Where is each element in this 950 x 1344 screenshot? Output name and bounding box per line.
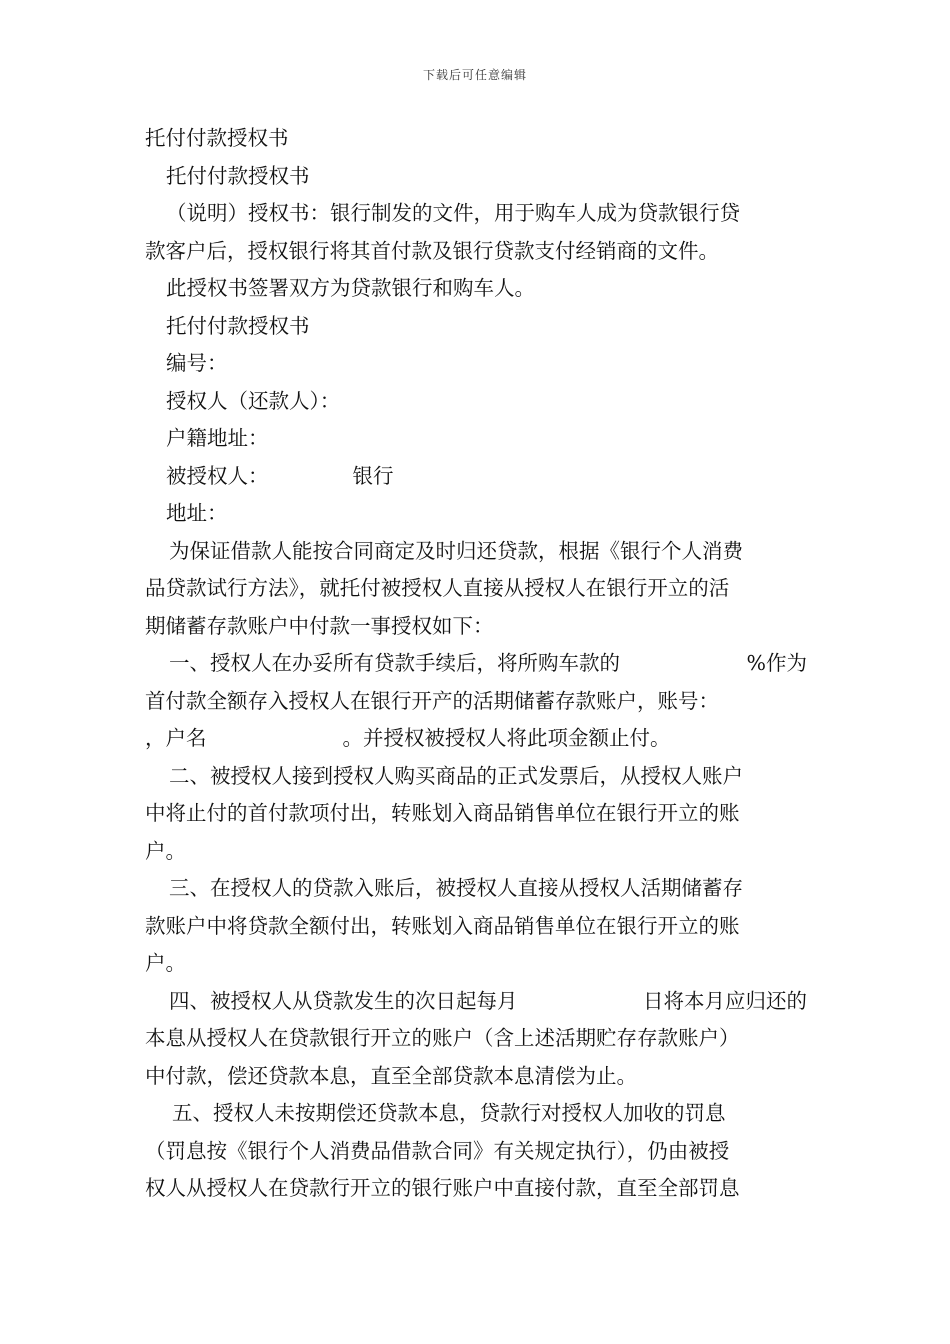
clause-2-line-2: 中将止付的首付款项付出，转账划入商品销售单位在银行开立的账 [145,801,740,825]
intro-line-1: 为保证借款人能按合同商定及时归还贷款，根据《银行个人消费 [169,538,743,563]
clause-1-text-b: %作为 [746,651,807,675]
grantee-value: 银行 [352,463,394,488]
clause-1-line-2: 首付款全额存入授权人在银行开产的活期储蓄存款账户，账号： [145,688,719,713]
document-body [145,120,807,1208]
number-label: 编号： [166,351,228,375]
grantee-label: 被授权人： [166,463,269,488]
clause-5-line-1: 五、授权人未按期偿还贷款本息，贷款行对授权人加收的罚息 [172,1101,726,1125]
clause-3-line-3: 户。 [145,951,186,975]
description-line-2: 款客户后，授权银行将其首付款及银行贷款支付经销商的文件。 [145,238,719,263]
clause-1-text-d: 。并授权被授权人将此项金额止付。 [342,726,671,750]
form-title: 托付付款授权书 [166,313,310,338]
intro-line-2: 品贷款试行方法》，就托付被授权人直接从授权人在银行开立的活 [145,576,730,600]
intro-line-3: 期储蓄存款账户中付款一事授权如下： [145,613,494,638]
clause-4-line-3: 中付款，偿还贷款本息，直至全部贷款本息清偿为止。 [145,1063,637,1088]
clause-1-text-c: ，户名 [145,726,207,750]
description-line-1: （说明）授权书：银行制发的文件，用于购车人成为贷款银行贷 [166,201,740,225]
clause-2-line-3: 户。 [145,838,186,863]
clause-1-text-a: 一、授权人在办妥所有贷款手续后，将所购车款的 [169,651,620,675]
clause-3-line-2: 款账户中将贷款全额付出，转账划入商品销售单位在银行开立的账 [145,913,740,938]
clause-1-line-1 [145,645,807,683]
clause-4-line-2: 本息从授权人在贷款银行开立的账户（含上述活期贮存存款账户） [145,1026,740,1050]
clause-4-text-b: 日将本月应归还的 [643,988,807,1013]
parties-note: 此授权书签署双方为贷款银行和购车人。 [166,276,535,300]
grantee-line [145,458,807,496]
clause-4-line-1 [145,983,807,1021]
grantor-label: 授权人（还款人）： [166,388,341,413]
clause-3-line-1: 三、在授权人的贷款入账后，被授权人直接从授权人活期储蓄存 [169,876,743,900]
clause-5-line-2: （罚息按《银行个人消费品借款合同》有关规定执行），仍由被授 [145,1138,730,1163]
document-title: 托付付款授权书 [145,126,289,150]
address-label: 地址： [166,501,228,525]
clause-2-line-1: 二、被授权人接到授权人购买商品的正式发票后，从授权人账户 [169,763,743,788]
clause-4-text-a: 四、被授权人从贷款发生的次日起每月 [169,988,518,1013]
clause-1-line-3 [145,720,807,758]
household-address-label: 户籍地址： [166,426,269,450]
clause-5-line-3: 权人从授权人在贷款行开立的银行账户中直接付款，直至全部罚息 [145,1176,740,1200]
page-header: 下载后可任意编辑 [422,68,527,82]
document-subtitle: 托付付款授权书 [166,163,310,188]
